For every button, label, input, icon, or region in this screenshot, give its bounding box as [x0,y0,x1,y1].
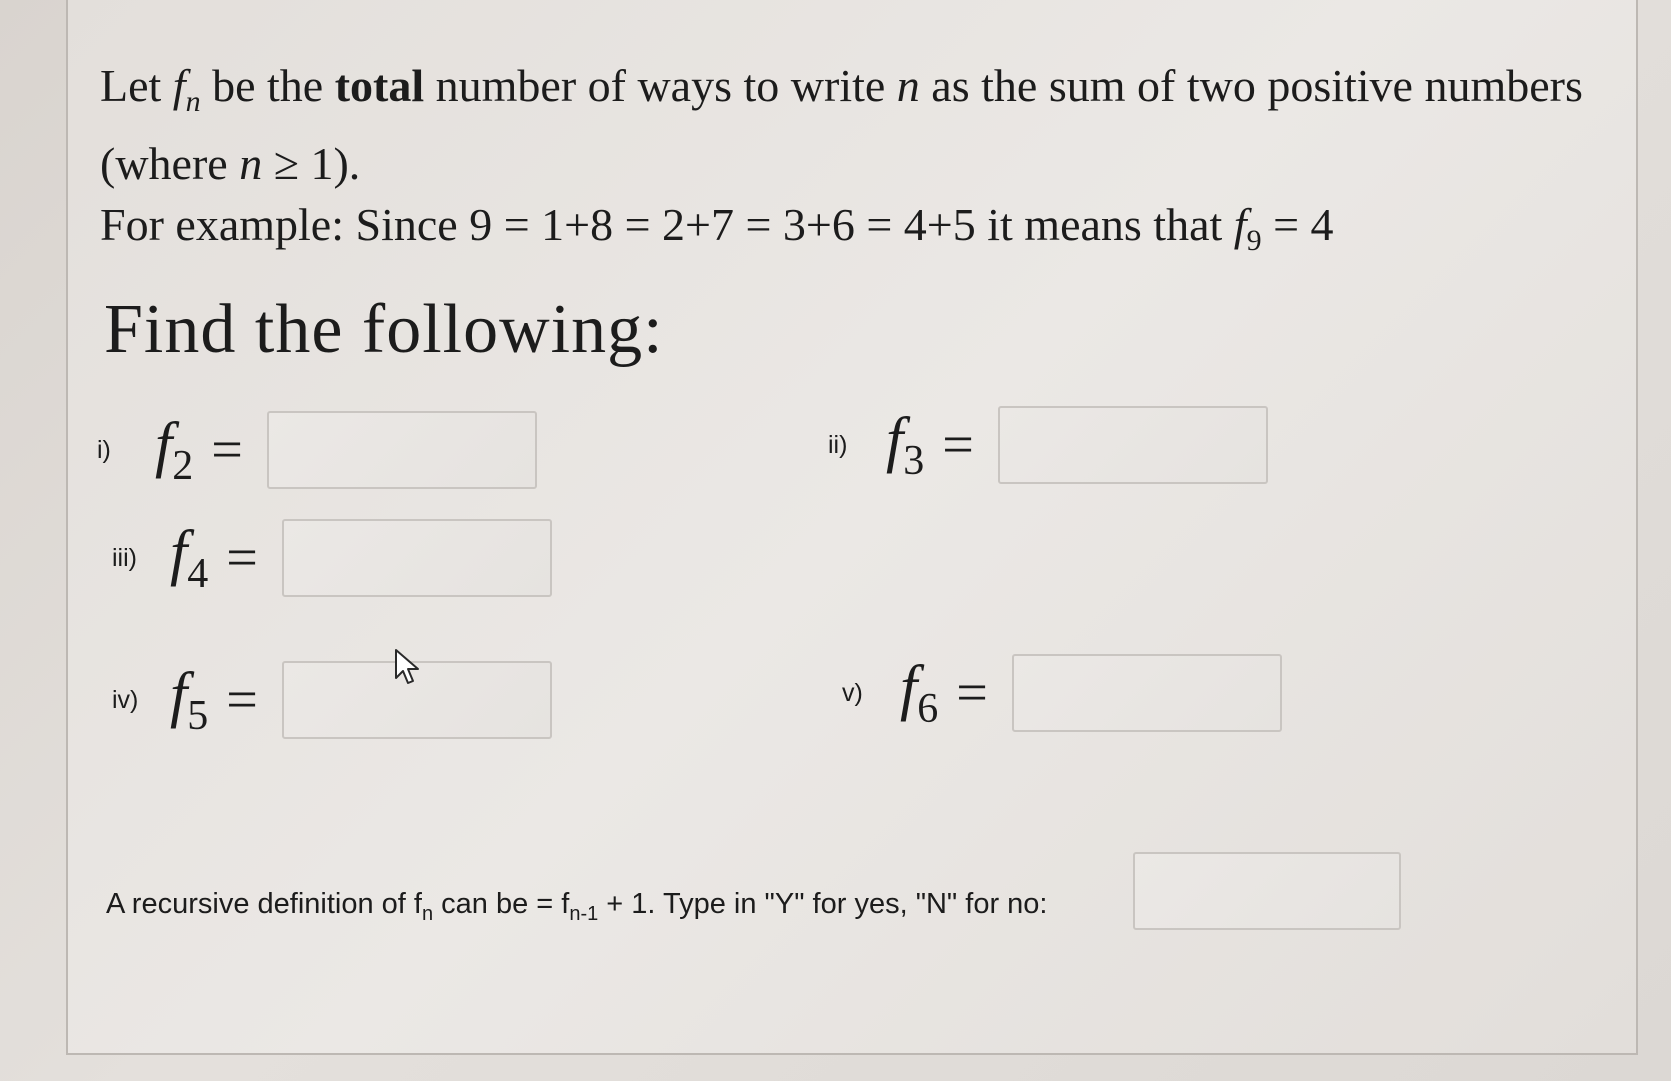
problem-statement [100,55,1600,195]
question-iii [112,518,552,598]
question-ii [828,405,1268,485]
question-label: v) [842,678,863,707]
equals-sign: = [956,662,988,724]
question-iv [112,660,552,740]
recursive-text-2: can be = f [433,888,570,920]
f4-symbol: $f_4$ [170,519,209,597]
equals-sign: = [226,527,258,589]
f5-symbol: $f_5$ [170,661,209,739]
f3-symbol: $f_3$ [886,406,925,484]
example-text: For example: Since 9 = 1+8 = 2+7 = 3+6 = 4+5 it means that [100,199,1223,250]
recursive-question [106,888,1048,926]
recursive-text-1: A recursive definition of f [106,888,422,920]
f-n-symbol: $f_n$ [172,60,201,119]
equals-sign: = [942,414,974,476]
f2-answer-input[interactable] [267,411,537,489]
question-i [97,410,537,490]
intro-be-the: be the [212,60,324,111]
question-label: iv) [112,685,139,714]
f4-answer-input[interactable] [282,519,552,597]
n-symbol-2: n [239,138,263,190]
find-heading: Find the following: [104,291,664,368]
intro-rest2: as the sum of two positive numbers (where [100,60,1583,190]
question-label: ii) [828,430,848,459]
intro-ge: ≥ 1). [273,138,361,190]
equals-sign: = [226,669,258,731]
f3-answer-input[interactable] [998,406,1268,484]
recursive-text-3: + 1. Type in "Y" for yes, "N" for no: [598,888,1048,920]
recursive-sub-2: n-1 [569,902,599,925]
f6-symbol: $f_6$ [900,654,939,732]
intro-rest1: number of ways to write [435,60,886,111]
intro-let: Let [100,60,162,111]
recursive-sub-1: n [421,902,434,925]
f2-symbol: $f_2$ [155,411,194,489]
recursive-answer-input[interactable] [1133,852,1401,930]
example-tail: = 4 [1273,199,1334,250]
example-line [100,198,1334,258]
equals-sign: = [211,419,243,481]
f6-answer-input[interactable] [1012,654,1282,732]
mouse-pointer-icon [393,648,427,690]
n-symbol: n [896,60,920,111]
question-v [842,653,1282,733]
question-label: i) [97,435,111,464]
question-label: iii) [112,543,137,572]
f9-symbol: $f_9$ [1233,199,1262,258]
intro-total: total [334,60,425,111]
